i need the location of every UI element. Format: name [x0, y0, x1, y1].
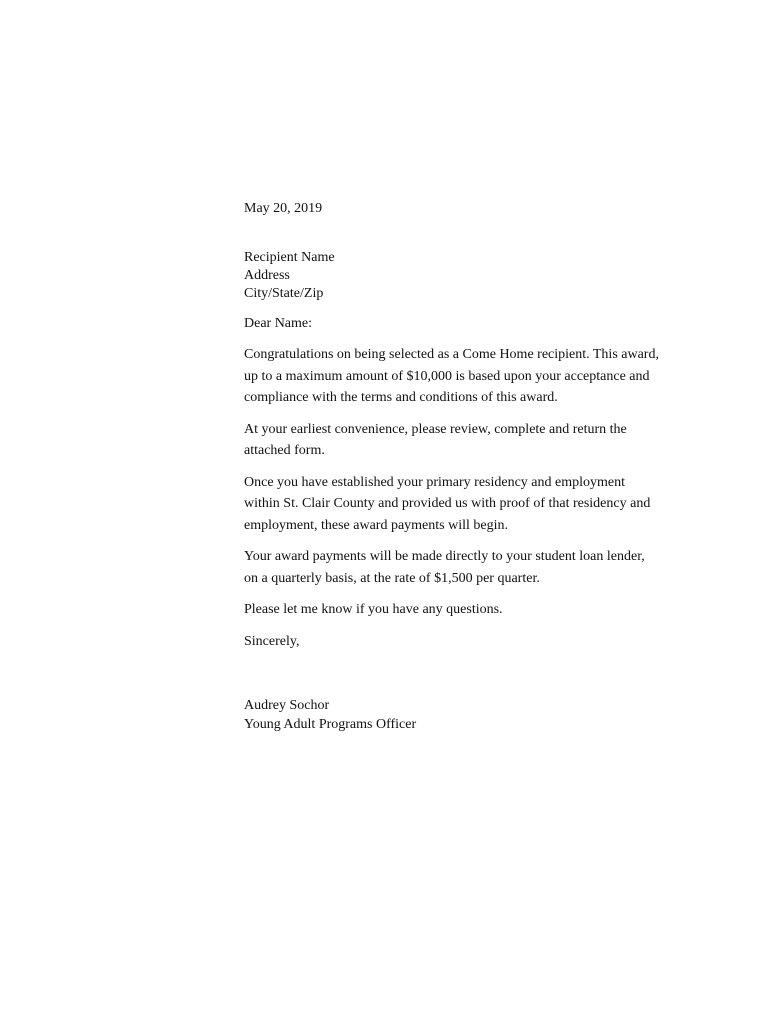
paragraph-award-intro — [244, 344, 714, 409]
letter-body — [244, 198, 714, 734]
signer-title: Young Adult Programs Officer — [244, 716, 417, 732]
paragraph-questions — [244, 599, 714, 621]
paragraph-line: Once you have established your primary residency and employment — [244, 474, 625, 490]
paragraph-line: employment, these award payments will begin. — [244, 517, 508, 533]
signature-block — [244, 696, 714, 734]
paragraph-line: compliance with the terms and conditions of this award. — [244, 390, 558, 405]
paragraph-line: attached form. — [244, 443, 325, 458]
signer-name: Audrey Sochor — [244, 697, 330, 713]
paragraph-payments — [244, 546, 714, 589]
paragraph-line: At your earliest convenience, please review, complete and return the — [244, 421, 627, 437]
recipient-city-state-zip: City/State/Zip — [244, 286, 324, 301]
paragraph-line: Congratulations on being selected as a Come Home recipient. This award, — [244, 347, 659, 362]
closing: Sincerely, — [244, 633, 300, 649]
paragraph-residency — [244, 472, 714, 537]
paragraph-form-request — [244, 419, 714, 462]
recipient-address: Address — [244, 268, 290, 283]
letter-date: May 20, 2019 — [244, 201, 323, 216]
recipient-address-block — [244, 249, 714, 303]
recipient-name: Recipient Name — [244, 250, 335, 265]
paragraph-line: Please let me know if you have any questions. — [244, 602, 503, 617]
paragraph-line: Your award payments will be made directly to your student loan lender, — [244, 549, 645, 564]
salutation: Dear Name: — [244, 316, 313, 331]
paragraph-line: within St. Clair County and provided us with proof of that residency and — [244, 496, 651, 511]
paragraph-line: on a quarterly basis, at the rate of $1,500 per quarter. — [244, 570, 540, 586]
paragraph-line: up to a maximum amount of $10,000 is based upon your acceptance and — [244, 368, 650, 384]
